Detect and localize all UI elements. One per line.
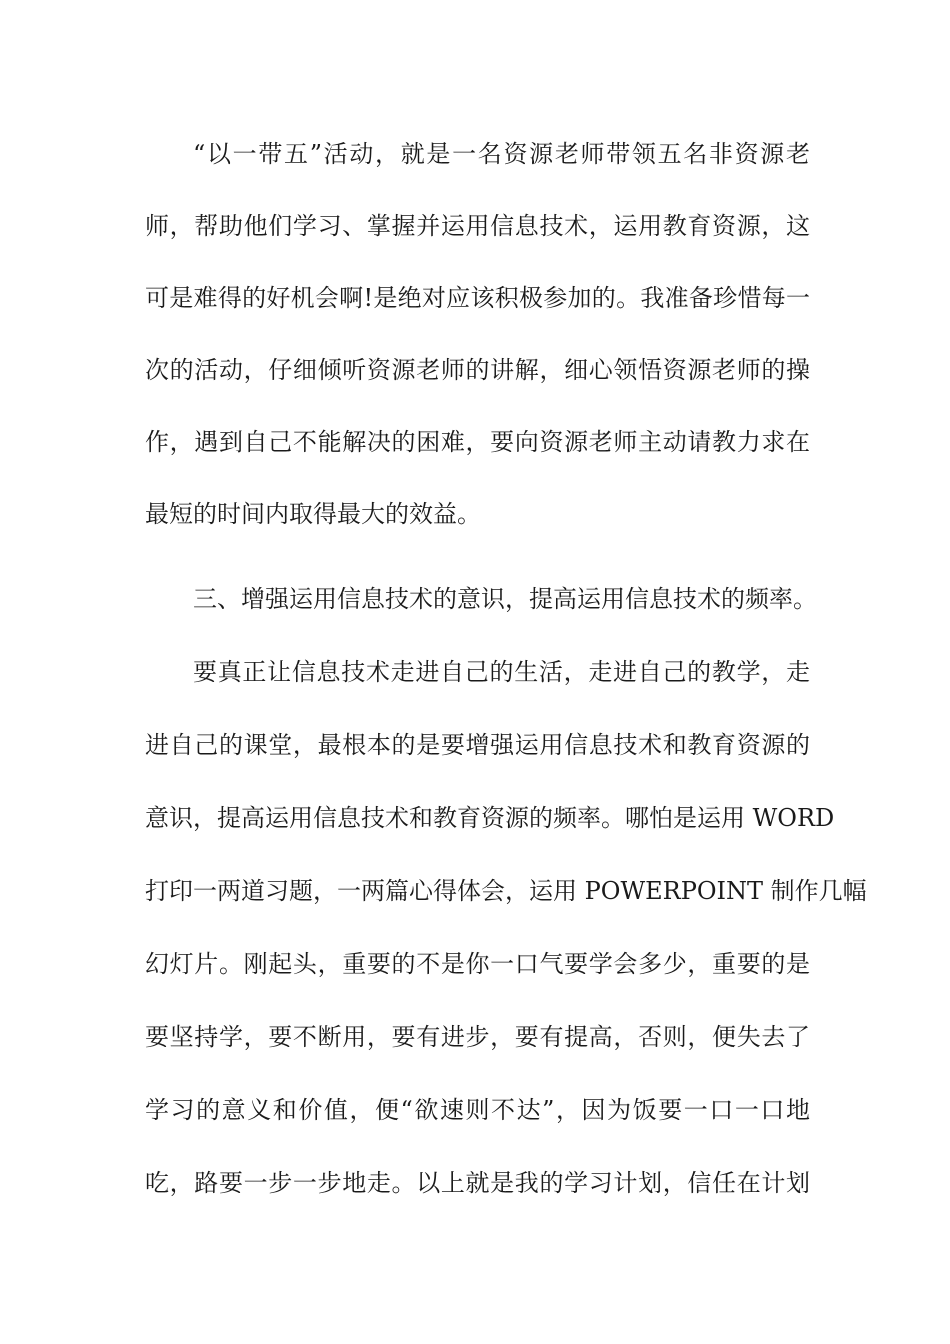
text-line: 次的活动，仔细倾听资源老师的讲解，细心领悟资源老师的操 bbox=[145, 356, 810, 384]
text-line: 吃，路要一步一步地走。以上就是我的学习计划，信任在计划 bbox=[145, 1169, 810, 1197]
text-line: 进自己的课堂，最根本的是要增强运用信息技术和教育资源的 bbox=[145, 731, 810, 759]
text-line: 学习的意义和价值，便“欲速则不达”，因为饭要一口一口地 bbox=[145, 1096, 810, 1124]
text-line: 要真正让信息技术走进自己的生活，走进自己的教学，走 bbox=[193, 658, 810, 686]
text-line: “以一带五”活动，就是一名资源老师带领五名非资源老 bbox=[193, 140, 810, 168]
text-line: 作，遇到自己不能解决的困难，要向资源老师主动请教力求在 bbox=[145, 428, 810, 456]
text-line: 意识，提高运用信息技术和教育资源的频率。哪怕是运用 WORD bbox=[145, 804, 835, 832]
text-line: 可是难得的好机会啊!是绝对应该积极参加的。我准备珍惜每一 bbox=[145, 284, 810, 312]
section-heading: 三、增强运用信息技术的意识，提高运用信息技术的频率。 bbox=[193, 585, 817, 613]
text-line: 最短的时间内取得最大的效益。 bbox=[145, 500, 481, 528]
text-line: 幻灯片。刚起头，重要的不是你一口气要学会多少，重要的是 bbox=[145, 950, 810, 978]
text-line: 打印一两道习题，一两篇心得体会，运用 POWERPOINT 制作几幅 bbox=[145, 877, 867, 905]
text-line: 要坚持学，要不断用，要有进步，要有提高，否则，便失去了 bbox=[145, 1023, 810, 1051]
text-line: 师，帮助他们学习、掌握并运用信息技术，运用教育资源，这 bbox=[145, 212, 810, 240]
